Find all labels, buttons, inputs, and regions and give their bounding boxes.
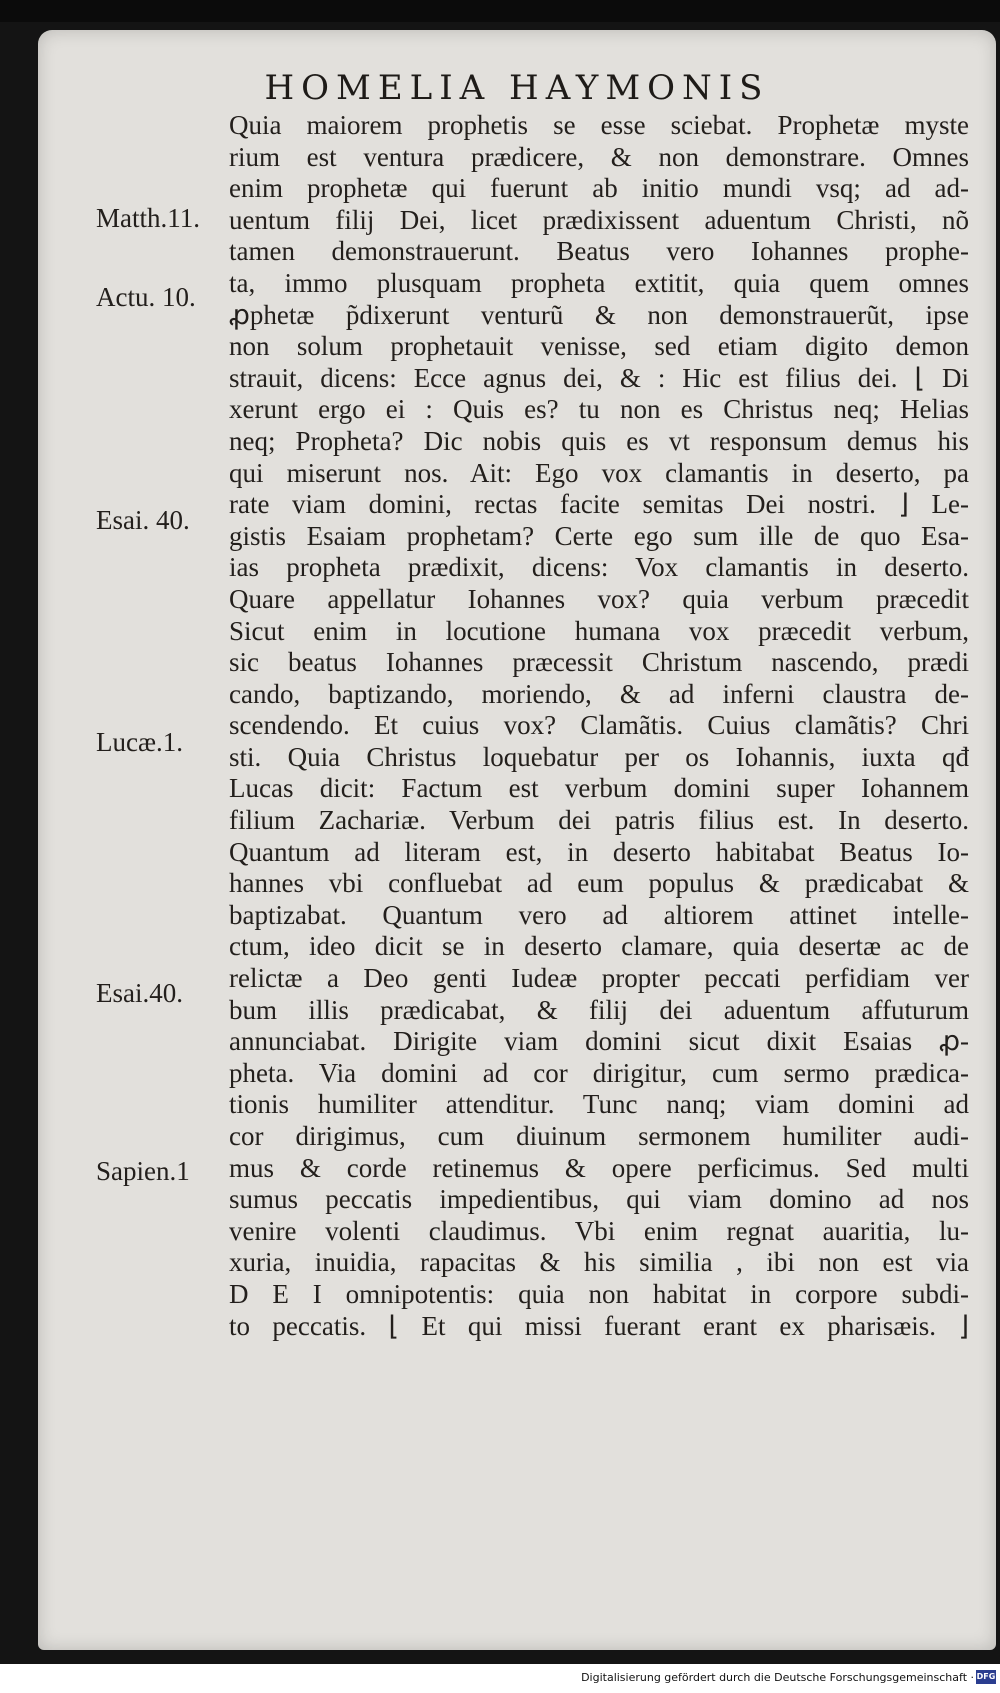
text-line: neq; Propheta? Dic nobis quis es vt responsum demus his [229,425,969,456]
margin-note-acts: Actu. 10. [96,282,196,312]
text-line: bum illis prædicabat, & filij dei aduentum affuturum [229,994,969,1025]
text-line: Sicut enim in locutione humana vox præcedit verbum, [229,615,969,646]
margin-note-wisdom: Sapien.1 [96,1156,190,1186]
text-line: pheta. Via domini ad cor dirigitur, cum sermo prædica- [229,1057,969,1088]
text-line: Lucas dicit: Factum est verbum domini super Iohannem [229,773,969,804]
text-line: enim prophetæ qui fuerunt ab initio mundi vsq; ad ad- [229,173,969,204]
text-line: sti. Quia Christus loquebatur per os Iohannis, iuxta qđ [229,741,969,772]
text-line: tamen demonstrauerunt. Beatus vero Iohannes prophe- [229,236,969,267]
text-line: rate viam domini, rectas facite semitas Dei nostri. ⌋ Le- [229,489,969,520]
book-page [38,30,996,1650]
text-line: ꝓphetæ p̃dixerunt venturũ & non demonstrauerũt, ipse [229,299,969,330]
text-line: Quare appellatur Iohannes vox? quia verbum præcedit [229,583,969,614]
dfg-logo: DFG [976,1670,996,1684]
body-text [229,110,969,1342]
text-line: ta, immo plusquam propheta extitit, quia quem omnes [229,267,969,298]
text-line: ias propheta prædixit, dicens: Vox clamantis in deserto. [229,552,969,583]
text-line: to peccatis. ⌊ Et qui missi fuerant erant ex pharisæis. ⌋ [229,1310,969,1341]
text-line: relictæ a Deo genti Iudeæ propter peccati perfidiam ver [229,963,969,994]
text-line: cor dirigimus, cum diuinum sermonem humiliter audi- [229,1121,969,1151]
text-line: non solum prophetauit venisse, sed etiam digito demon [229,331,969,362]
text-line: mus & corde retinemus & opere perficimus. Sed multi [229,1152,969,1183]
text-line: xuria, inuidia, rapacitas & his similia , ibi non est via [229,1247,969,1278]
text-line: uentum filij Dei, licet prædixissent aduentum Christi, nõ [229,204,969,235]
text-line: Quantum ad literam est, in deserto habitabat Beatus Io- [229,836,969,867]
text-line: D E I omnipotentis: quia non habitat in corpore subdi- [229,1278,969,1309]
digitization-footer [0,1664,1000,1693]
text-line: tionis humiliter attenditur. Tunc nanq; viam domini ad [229,1089,969,1120]
margin-note-isaiah-2: Esai.40. [96,978,183,1008]
text-line: qui miserunt nos. Ait: Ego vox clamantis in deserto, pa [229,457,969,488]
running-title: HOMELIA HAYMONIS [264,68,770,108]
text-line: sumus peccatis impedientibus, qui viam domino ad nos [229,1184,969,1215]
margin-note-luke: Lucæ.1. [96,727,183,757]
text-line: rium est ventura prædicere, & non demonstrare. Omnes [229,141,969,172]
text-line: filium Zachariæ. Verbum dei patris filius est. In deserto. [229,805,969,836]
text-line: hannes vbi confluebat ad eum populus & prædicabat & [229,868,969,899]
text-line: scendendo. Et cuius vox? Clamãtis. Cuius clamãtis? Chri [229,710,969,741]
text-line: Quia maiorem prophetis se esse sciebat. Prophetæ myste [229,110,969,140]
margin-note-isaiah: Esai. 40. [96,505,190,535]
text-line: baptizabat. Quantum vero ad altiorem attinet intelle- [229,899,969,930]
text-line: gistis Esaiam prophetam? Certe ego sum ille de quo Esa- [229,520,969,551]
text-line: annunciabat. Dirigite viam domini sicut dixit Esaias ꝓ- [229,1026,969,1057]
margin-note-matthew: Matth.11. [96,203,200,233]
text-line: xerunt ergo ei : Quis es? tu non es Christus neq; Helias [229,394,969,425]
digitization-credit: Digitalisierung gefördert durch die Deutsche Forschungsgemeinschaft · [581,1671,974,1684]
text-line: venire volenti claudimus. Vbi enim regnat auaritia, lu- [229,1215,969,1246]
text-line: strauit, dicens: Ecce agnus dei, & : Hic est filius dei. ⌊ Di [229,362,969,393]
text-line: ctum, ideo dicit se in deserto clamare, quia desertæ ac de [229,931,969,962]
text-line: cando, baptizando, moriendo, & ad inferni claustra de- [229,678,969,709]
text-line: sic beatus Iohannes præcessit Christum nascendo, prædi [229,647,969,678]
